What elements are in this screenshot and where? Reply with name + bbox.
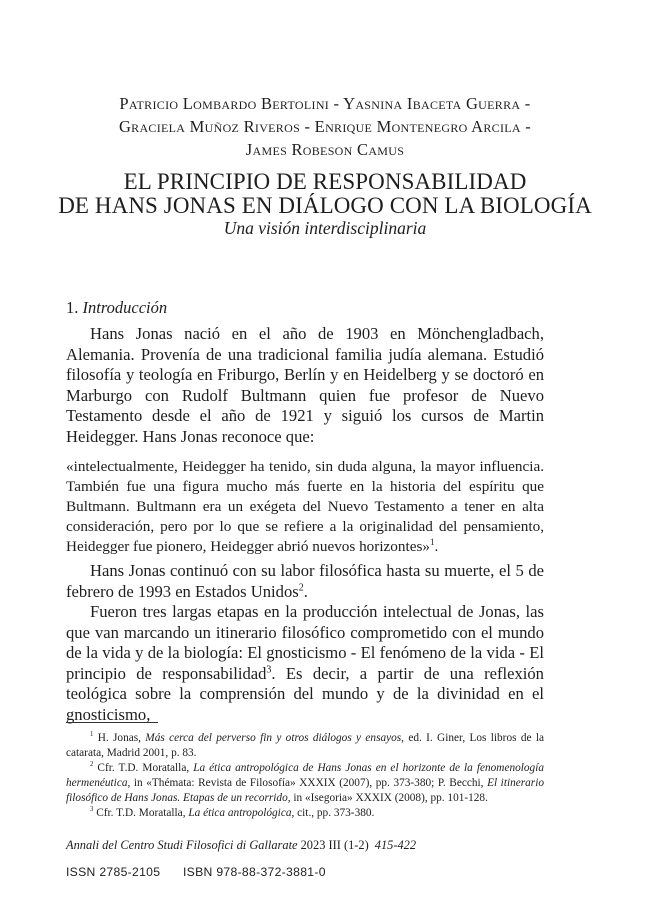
footnote-text: Cfr. T.D. Moratalla, xyxy=(93,807,189,819)
footnote-text: , in «Isegoria» XXXIX (2008), pp. 101-128. xyxy=(287,792,488,804)
paragraph-3-text-a: Fueron tres largas etapas en la producción intelectual de Jonas, las que van marcando un itinerario filosófico comprometido con el mundo de la vida y de la biología: El gnosticismo - El fenómeno de la vida - El principio de responsabilidad xyxy=(66,602,544,683)
isbn-number: ISBN 978-88-372-3881-0 xyxy=(183,865,326,879)
article-title xyxy=(40,170,610,218)
footnote-ref-2[interactable]: 2 xyxy=(298,581,304,593)
footnote-2 xyxy=(66,761,544,806)
footnote-text: , ed. I. Giner, Los libros de la catarata, Madrid 2001, p. 83. xyxy=(66,732,544,759)
block-quote xyxy=(66,457,544,557)
paragraph-2-text: Hans Jonas continuó con su labor filosófica hasta su muerte, el 5 de febrero de 1993 en Estados Unidos xyxy=(66,561,544,601)
footnote-text: Cfr. T.D. Moratalla, xyxy=(93,762,194,774)
journal-name: Annali del Centro Studi Filosofici di Gallarate xyxy=(66,838,298,852)
cited-title: La ética antropológica de Hans Jonas en el horizonte de la fenomenología hermenéutica xyxy=(66,762,544,789)
footnote-3 xyxy=(66,806,544,821)
section-heading xyxy=(66,298,167,318)
title-line: EL PRINCIPIO DE RESPONSABILIDAD xyxy=(123,169,527,194)
cited-title: La ética antropológica xyxy=(188,807,292,819)
paragraph-3 xyxy=(66,602,544,725)
section-number: 1. xyxy=(66,298,79,317)
paragraph-1: Hans Jonas nació en el año de 1903 en Mönchengladbach, Alemania. Provenía de una tradicional familia judía alemana. Estudió filosofía y teología en Friburgo, Berlín y en Heidelberg y se doctoró en Marburgo con Rudolf Bultmann quien fue profesor de Nuevo Testamento desde el año de 1921 y siguió los cursos de Martin Heidegger. Hans Jonas reconoce que: xyxy=(66,324,544,446)
quote-end: . xyxy=(434,538,439,555)
author-line: James Robeson Camus xyxy=(245,140,405,159)
footnote-number: 1 xyxy=(90,731,94,739)
footnote-1 xyxy=(66,731,544,761)
cited-title: Más cerca del perverso fin y otros diálogos y ensayos xyxy=(145,732,402,744)
footnote-text: , cit., pp. 373-380. xyxy=(291,807,375,819)
footnote-divider xyxy=(66,722,158,723)
journal-year-issue: 2023 III (1-2) xyxy=(297,838,369,852)
footnote-ref-3[interactable]: 3 xyxy=(266,663,272,675)
footnote-number: 3 xyxy=(90,806,94,814)
issn-number: ISSN 2785-2105 xyxy=(66,865,161,879)
footnote-text: H. Jonas, xyxy=(93,732,146,744)
author-line: Graciela Muñoz Riveros - Enrique Montenegro Arcila - xyxy=(118,117,532,136)
article-subtitle: Una visión interdisciplinaria xyxy=(223,218,427,238)
title-line: DE HANS JONAS EN DIÁLOGO CON LA BIOLOGÍA xyxy=(58,193,592,218)
paragraph-3-text-b: . Es decir, a partir de una reflexión teológica sobre la comprensión del mundo y de la divinidad en el gnosticismo, xyxy=(66,663,544,724)
section-title: Introducción xyxy=(82,298,168,317)
footnotes xyxy=(66,731,544,821)
author-list xyxy=(60,92,590,161)
journal-citation xyxy=(66,838,416,853)
author-line: Patricio Lombardo Bertolini - Yasnina Ibaceta Guerra - xyxy=(119,94,531,113)
cited-title: El itinerario filosófico de Hans Jonas. Etapas de un recorrido xyxy=(66,777,544,804)
journal-pages: 415-422 xyxy=(374,838,417,852)
footnote-ref-1[interactable]: 1 xyxy=(429,536,435,547)
footnote-number: 2 xyxy=(90,761,94,769)
quote-text: «intelectualmente, Heidegger ha tenido, sin duda alguna, la mayor influencia. También fue una figura mucho más fuerte en la historia del espíritu que Bultmann. Bultmann era un exégeta del Nuevo Testamento a tener en alta consideración, pero por lo que se refiere a la originalidad del pensamiento, Heidegger fue pionero, Heidegger abrió nuevos horizontes» xyxy=(66,458,544,555)
footnote-text: , in «Thémata: Revista de Filosofía» XXXIX (2007), pp. 373-380; P. Becchi, xyxy=(127,777,488,789)
paragraph-2 xyxy=(66,561,544,602)
paragraph-2-end: . xyxy=(303,581,308,601)
